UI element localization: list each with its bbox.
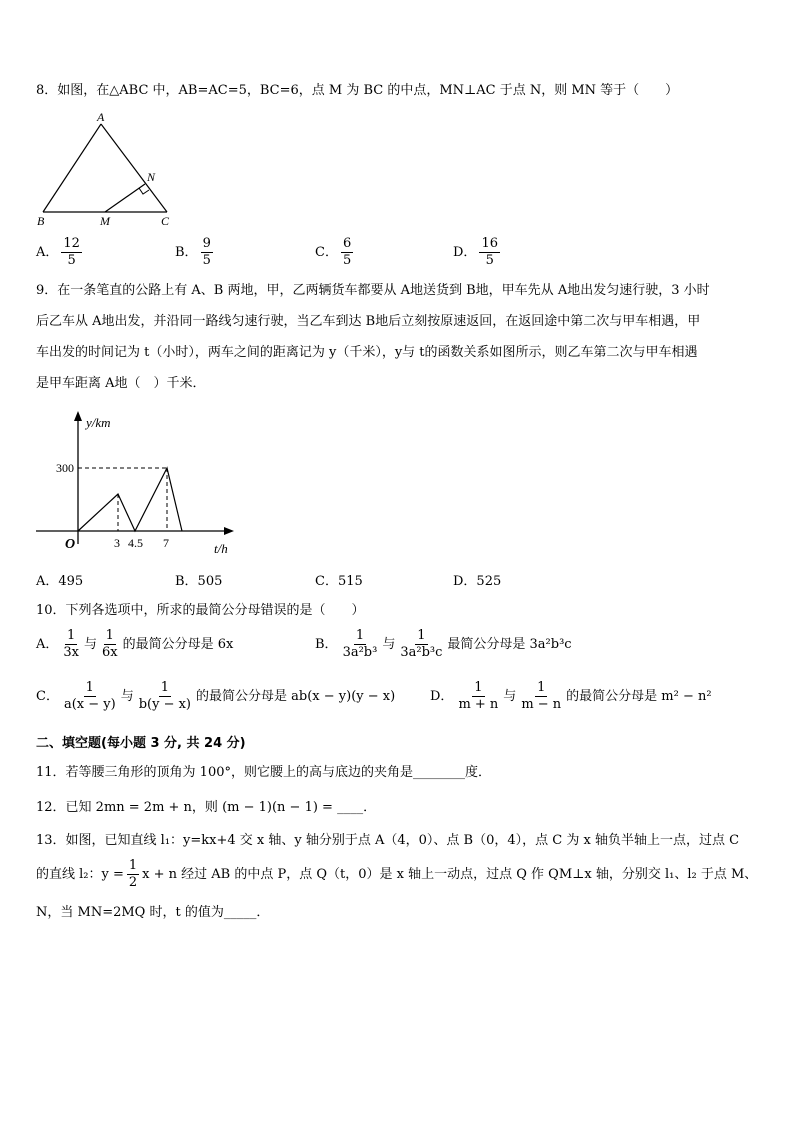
frac-num: 1 — [85, 680, 94, 695]
option-tail: 的最简公分母是 6x — [122, 637, 234, 652]
frac-num: 1 — [105, 628, 114, 643]
frac-den: a(x − y) — [63, 697, 116, 712]
option-tail: 最简公分母是 3a²b³c — [447, 637, 572, 652]
q9-line-3: 车出发的时间记为 t（小时），两车之间的距离记为 y（千米），y与 t的函数关系如图所示，则乙车第二次与甲车相遇 — [36, 345, 698, 360]
q10-option-d[interactable] — [430, 680, 712, 713]
option-letter: B． — [175, 245, 198, 260]
q8-option-d[interactable] — [453, 236, 503, 269]
y-tick-300: 300 — [56, 461, 74, 475]
frac-num: 16 — [481, 236, 498, 251]
frac-den: 3a²b³ — [342, 645, 378, 660]
option-letter: C． — [36, 689, 59, 704]
frac-num: 1 — [128, 858, 138, 873]
q9-option-c[interactable]: C．515 — [315, 574, 363, 589]
frac-num: 1 — [537, 680, 546, 695]
connector-text: 与 — [120, 689, 134, 704]
label-B: B — [37, 214, 45, 228]
q8-stem: 8．如图，在△ABC 中，AB=AC=5，BC=6，点 M 为 BC 的中点，MN⊥AC 于点 N，则 MN 等于（ ） — [36, 83, 679, 98]
frac-den: 3x — [63, 645, 79, 660]
q13-line-2-end: x + n 经过 AB 的中点 P，点 Q（t，0）是 x 轴上一动点，过点 Q 作 QM⊥x 轴，分别交 l₁、l₂ 于点 M、 — [142, 867, 758, 882]
q8-triangle-figure — [34, 110, 184, 230]
label-A: A — [97, 110, 105, 124]
label-C: C — [161, 214, 170, 228]
frac-den: 3a²b³c — [400, 645, 443, 660]
q10-stem: 10．下列各选项中，所求的最简公分母错误的是（ ） — [36, 603, 365, 618]
q9-option-a[interactable]: A．495 — [36, 574, 84, 589]
frac-num: 6 — [342, 236, 352, 251]
connector-text: 与 — [503, 689, 517, 704]
frac-num: 1 — [160, 680, 169, 695]
label-N: N — [147, 170, 156, 184]
frac-num: 1 — [67, 628, 76, 643]
frac-num: 12 — [63, 236, 80, 251]
frac-num: 1 — [417, 628, 426, 643]
frac-num: 1 — [474, 680, 483, 695]
q10-option-c[interactable] — [36, 680, 395, 713]
q13-line-2-start: 的直线 l₂：y = — [36, 867, 124, 882]
q10-option-a[interactable] — [36, 628, 233, 661]
x-axis-label: t/h — [214, 541, 228, 556]
option-letter: D． — [430, 689, 454, 704]
frac-den: 5 — [67, 253, 76, 268]
connector-text: 与 — [382, 637, 396, 652]
option-letter: A． — [36, 637, 59, 652]
q13-line-3: N，当 MN=2MQ 时，t 的值为_____． — [36, 905, 270, 920]
q8-option-a[interactable] — [36, 236, 85, 269]
option-letter: B． — [315, 637, 338, 652]
frac-den: 5 — [342, 253, 352, 268]
q9-distance-graph — [34, 408, 244, 558]
q9-option-d[interactable]: D．525 — [453, 574, 502, 589]
frac-den: m − n — [521, 697, 562, 712]
option-letter: A． — [36, 245, 59, 260]
frac-den: b(y − x) — [138, 697, 192, 712]
q13-line-2 — [36, 858, 757, 891]
q8-option-b[interactable] — [175, 236, 216, 269]
label-M: M — [100, 214, 110, 228]
q9-line-4: 是甲车距离 A地（ ）千米． — [36, 376, 206, 391]
frac-den: m + n — [458, 697, 499, 712]
x-tick-3: 3 — [114, 536, 120, 550]
q9-line-1: 9．在一条笔直的公路上有 A、B 两地，甲，乙两辆货车都要从 A地送货到 B地，甲车先从 A地出发匀速行驶，3 小时 — [36, 283, 710, 298]
option-tail: 的最简公分母是 m² − n² — [566, 689, 712, 704]
section-heading-fill-in: 二、填空题(每小题 3 分, 共 24 分) — [36, 736, 246, 751]
q10-option-b[interactable] — [315, 628, 572, 661]
connector-text: 与 — [84, 637, 98, 652]
q13-line-1: 13．如图，已知直线 l₁：y=kx+4 交 x 轴、y 轴分别于点 A（4，0）、点 B（0，4），点 C 为 x 轴负半轴上一点，过点 C — [36, 833, 740, 848]
option-letter: C． — [315, 245, 338, 260]
q9-option-b[interactable]: B．505 — [175, 574, 223, 589]
option-letter: D． — [453, 245, 477, 260]
origin-label: O — [65, 537, 76, 552]
y-axis-label: y/km — [86, 415, 111, 430]
q9-line-2: 后乙车从 A地出发，并沿同一路线匀速行驶，当乙车到达 B地后立刻按原速返回，在返回途中第二次与甲车相遇，甲 — [36, 314, 701, 329]
option-tail: 的最简公分母是 ab(x − y)(y − x) — [196, 689, 396, 704]
x-tick-7: 7 — [163, 536, 169, 550]
frac-den: 6x — [102, 645, 118, 660]
q11: 11．若等腰三角形的顶角为 100°，则它腰上的高与底边的夹角是________度． — [36, 765, 491, 780]
x-tick-4-5: 4.5 — [128, 536, 143, 550]
frac-num: 1 — [355, 628, 365, 643]
frac-den: 5 — [202, 253, 211, 268]
frac-num: 9 — [202, 236, 211, 251]
q12: 12．已知 2mn = 2m + n，则 (m − 1)(n − 1) = ____． — [36, 800, 377, 815]
frac-den: 5 — [485, 253, 494, 268]
frac-den: 2 — [128, 875, 138, 890]
q8-option-c[interactable] — [315, 236, 356, 269]
